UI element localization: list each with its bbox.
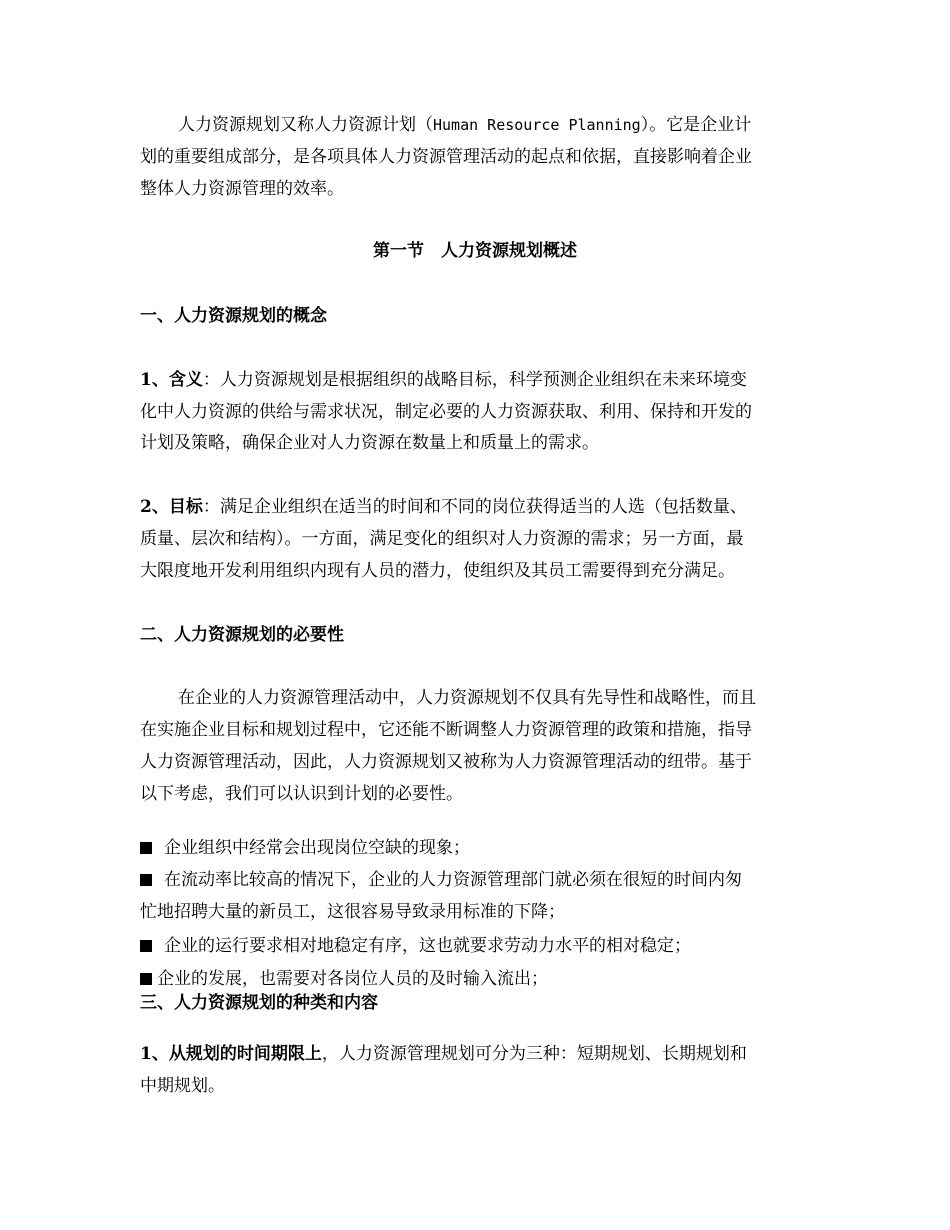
definition-line-3: 计划及策略，确保企业对人力资源在数量上和质量上的需求。 — [140, 433, 599, 453]
intro-line-3: 整体人力资源管理的效率。 — [140, 179, 344, 199]
heading-types: 三、人力资源规划的种类和内容 — [140, 993, 378, 1013]
bullet-item-2 — [140, 869, 742, 891]
bullet-text: 企业的运行要求相对地稳定有序，这也就要求劳动力水平的相对稳定； — [164, 936, 691, 956]
intro-english-term: Human Resource Planning — [433, 116, 641, 134]
necessity-line-3: 人力资源管理活动，因此，人力资源规划又被称为人力资源管理活动的纽带。基于 — [140, 752, 752, 772]
necessity-line-2: 在实施企业目标和规划过程中，它还能不断调整人力资源管理的政策和措施，指导 — [140, 720, 752, 740]
bullet-item-3 — [140, 935, 691, 957]
types-line-2: 中期规划。 — [140, 1076, 225, 1096]
goal-line-3: 大限度地开发利用组织内现有人员的潜力，使组织及其员工需要得到充分满足。 — [140, 561, 735, 581]
goal-text: ：满足企业组织在适当的时间和不同的岗位获得适当的人选（包括数量、 — [202, 497, 747, 517]
goal-line-2: 质量、层次和结构）。一方面，满足变化的组织对人力资源的需求；另一方面，最 — [140, 529, 744, 549]
section-title: 第一节 人力资源规划概述 — [373, 241, 577, 261]
types-text: ，人力资源管理规划可分为三种：短期规划、长期规划和 — [321, 1044, 747, 1064]
bullet-text: 企业的发展，也需要对各岗位人员的及时输入流出； — [157, 969, 548, 989]
definition-line-2: 化中人力资源的供给与需求状况，制定必要的人力资源获取、利用、保持和开发的 — [140, 402, 752, 422]
intro-line-1 — [178, 114, 751, 136]
heading-concept: 一、人力资源规划的概念 — [140, 306, 327, 326]
types-line-1 — [140, 1043, 747, 1065]
square-bullet-icon — [140, 940, 152, 952]
intro-text: ）。它是企业计 — [640, 115, 752, 135]
definition-text: ：人力资源规划是根据组织的战略目标，科学预测企业组织在未来环境变 — [202, 370, 747, 390]
definition-label: 1、含义 — [140, 370, 203, 390]
types-label: 1、从规划的时间期限上 — [140, 1044, 322, 1064]
goal-label: 2、目标 — [140, 497, 203, 517]
intro-line-2: 划的重要组成部分，是各项具体人力资源管理活动的起点和依据，直接影响着企业 — [140, 147, 752, 167]
bullet-text: 企业组织中经常会出现岗位空缺的现象； — [164, 838, 470, 858]
square-bullet-icon — [140, 874, 152, 886]
square-bullet-icon — [140, 842, 152, 854]
goal-line-1 — [140, 496, 747, 518]
bullet-item-4 — [140, 968, 548, 990]
square-bullet-icon — [140, 973, 152, 985]
necessity-line-1: 在企业的人力资源管理活动中，人力资源规划不仅具有先导性和战略性，而且 — [178, 688, 756, 708]
heading-necessity: 二、人力资源规划的必要性 — [140, 625, 344, 645]
definition-line-1 — [140, 369, 747, 391]
bullet-item-2-continued: 忙地招聘大量的新员工，这很容易导致录用标准的下降； — [140, 902, 565, 922]
intro-text: 人力资源规划又称人力资源计划（ — [178, 115, 433, 135]
bullet-text: 在流动率比较高的情况下，企业的人力资源管理部门就必须在很短的时间内匆 — [164, 870, 742, 890]
necessity-line-4: 以下考虑，我们可以认识到计划的必要性。 — [140, 784, 463, 804]
bullet-item-1 — [140, 837, 470, 859]
